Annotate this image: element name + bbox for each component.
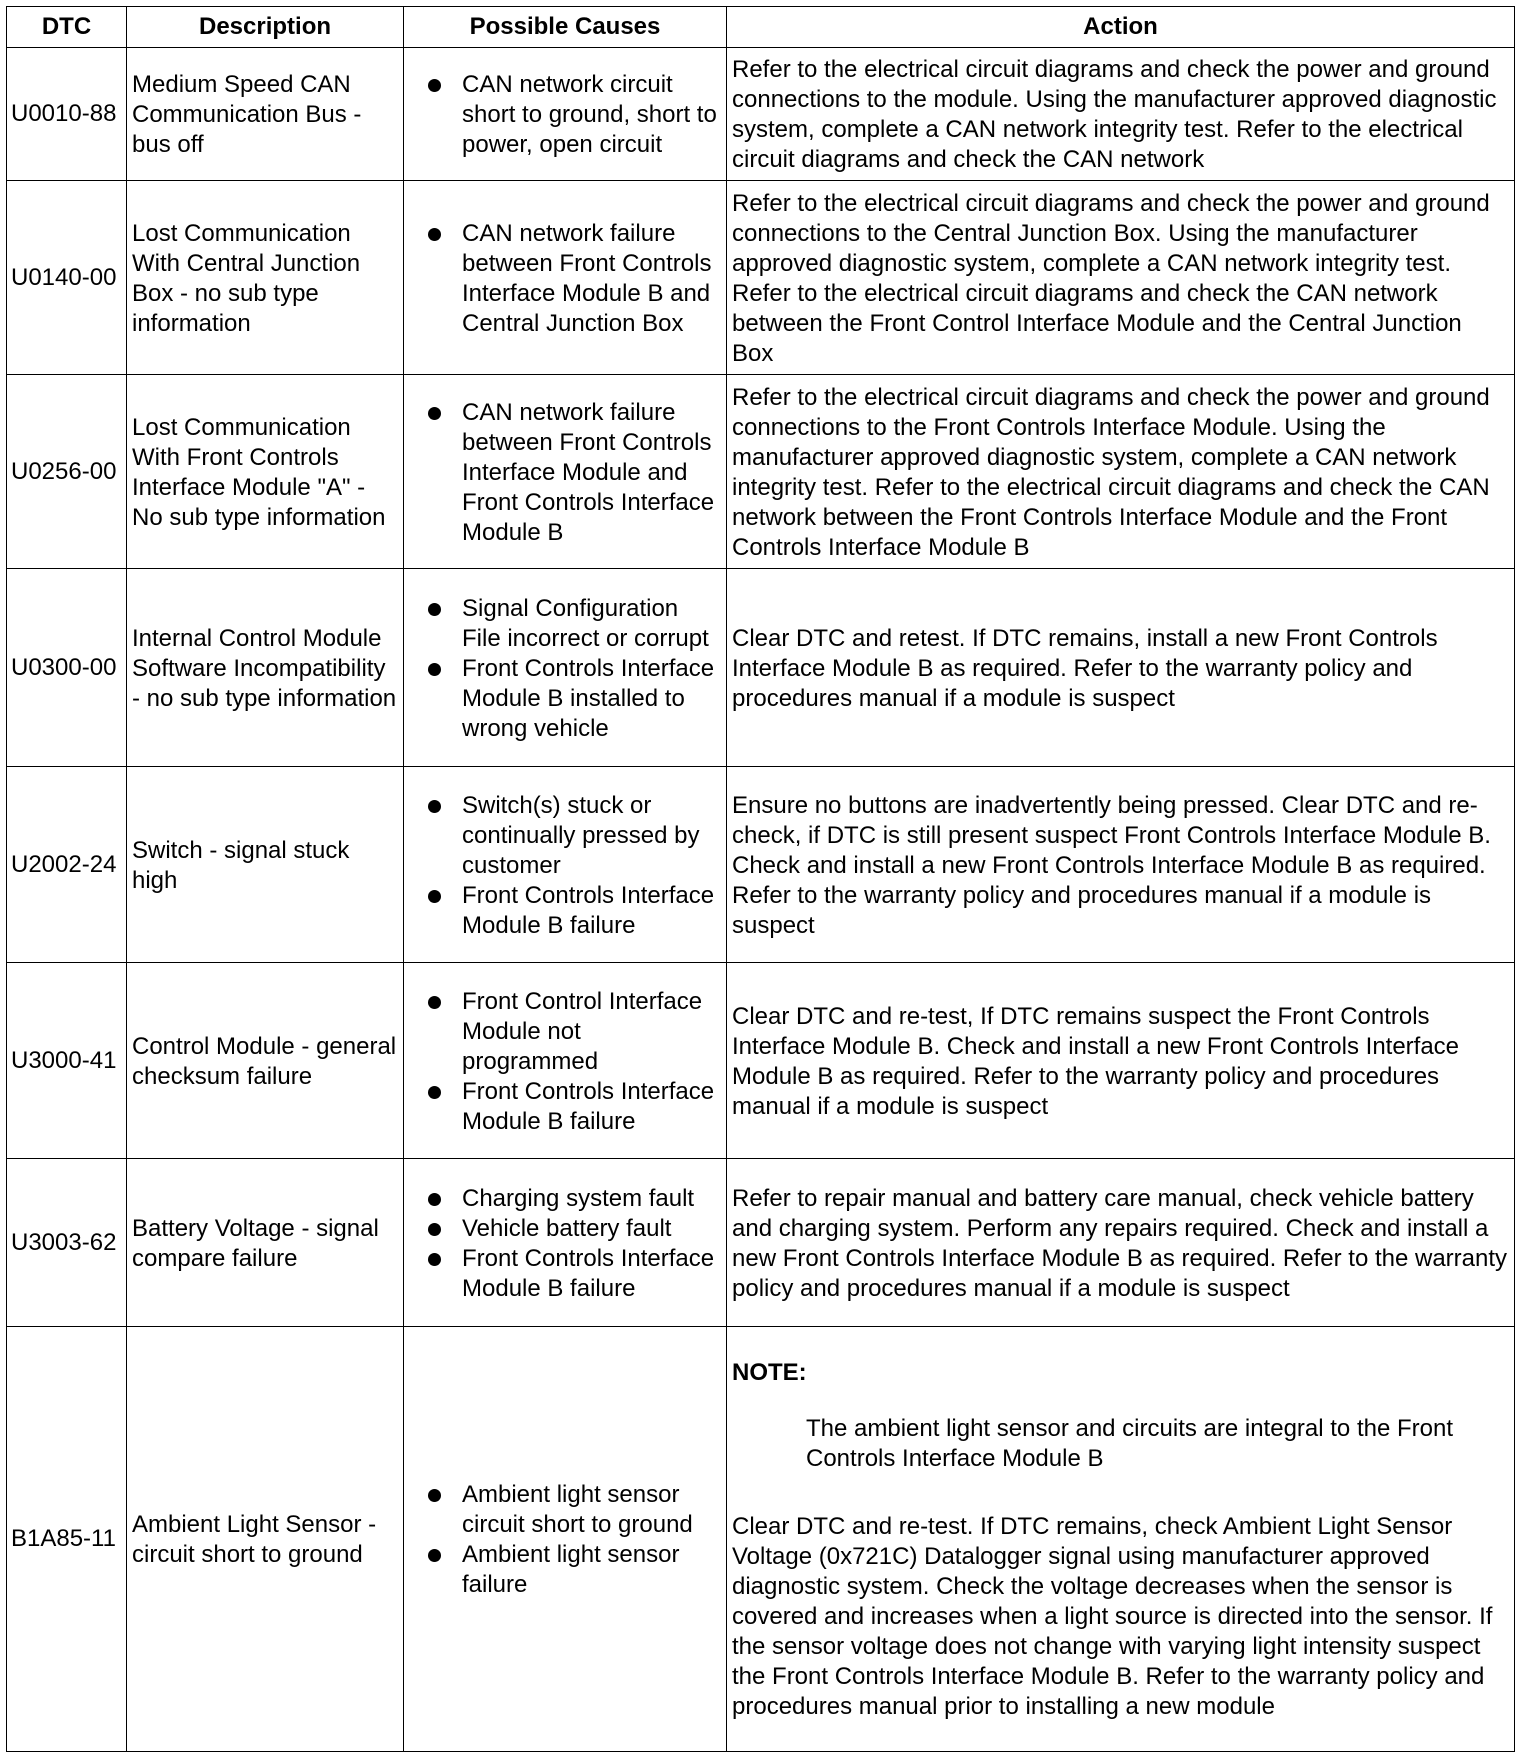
header-possible-causes: Possible Causes — [404, 7, 727, 48]
table-row — [7, 1327, 1515, 1752]
action-text: Clear DTC and retest. If DTC remains, install a new Front Controls Interface Module B as required. Refer to the warranty policy and procedures manual if a module is suspect — [727, 569, 1515, 767]
cause-item: Front Controls Interface Module B installed to wrong vehicle — [424, 654, 722, 744]
dtc-code: U0140-00 — [7, 181, 127, 375]
possible-causes — [404, 963, 727, 1159]
dtc-code: U0010-88 — [7, 48, 127, 181]
note-text: The ambient light sensor and circuits are integral to the Front Controls Interface Module B — [806, 1415, 1453, 1472]
dtc-table — [6, 6, 1515, 1752]
dtc-description: Lost Communication With Front Controls Interface Module "A" - No sub type information — [127, 375, 404, 569]
cause-item: Ambient light sensor circuit short to ground — [424, 1480, 722, 1540]
action-text: Ensure no buttons are inadvertently being pressed. Clear DTC and re-check, if DTC is still present suspect Front Controls Interface Module B. Check and install a new Front Controls Interface Module B as required. Refer to the warranty policy and procedures manual if a module is suspect — [727, 767, 1515, 963]
possible-causes — [404, 767, 727, 963]
possible-causes — [404, 375, 727, 569]
dtc-code: B1A85-11 — [7, 1327, 127, 1752]
cause-item: Ambient light sensor failure — [424, 1540, 722, 1600]
cause-item: Front Controls Interface Module B failure — [424, 1077, 722, 1137]
dtc-code: U0300-00 — [7, 569, 127, 767]
dtc-code: U3003-62 — [7, 1159, 127, 1327]
dtc-description: Battery Voltage - signal compare failure — [127, 1159, 404, 1327]
cause-item: Front Controls Interface Module B failure — [424, 881, 722, 941]
possible-causes — [404, 569, 727, 767]
dtc-code: U3000-41 — [7, 963, 127, 1159]
cause-item: CAN network failure between Front Controls Interface Module and Front Controls Interface Module B — [424, 398, 722, 548]
header-action: Action — [727, 7, 1515, 48]
dtc-description: Internal Control Module Software Incompatibility - no sub type information — [127, 569, 404, 767]
cause-item: Signal Configuration File incorrect or corrupt — [424, 594, 722, 654]
dtc-code: U0256-00 — [7, 375, 127, 569]
cause-item: Front Control Interface Module not programmed — [424, 987, 722, 1077]
possible-causes — [404, 1327, 727, 1752]
possible-causes — [404, 1159, 727, 1327]
table-row — [7, 767, 1515, 963]
dtc-description: Switch - signal stuck high — [127, 767, 404, 963]
dtc-description: Control Module - general checksum failure — [127, 963, 404, 1159]
table-row — [7, 48, 1515, 181]
cause-item: Switch(s) stuck or continually pressed by customer — [424, 791, 722, 881]
cause-item: CAN network failure between Front Controls Interface Module B and Central Junction Box — [424, 219, 722, 339]
action-text: Clear DTC and re-test. If DTC remains, check Ambient Light Sensor Voltage (0x721C) Datalogger signal using manufacturer approved diagnostic system. Check the voltage decreases when the sensor is covered and increases when a light source is directed into the sensor. If the sensor voltage does not change with varying light intensity suspect the Front Controls Interface Module B. Refer to the warranty policy and procedures manual prior to installing a new module — [732, 1513, 1493, 1720]
cause-item: Vehicle battery fault — [424, 1214, 722, 1244]
cause-item: Charging system fault — [424, 1184, 722, 1214]
action-cell — [727, 1327, 1515, 1752]
possible-causes — [404, 181, 727, 375]
dtc-description: Ambient Light Sensor - circuit short to ground — [127, 1327, 404, 1752]
action-text: Refer to the electrical circuit diagrams and check the power and ground connections to the Front Controls Interface Module. Using the manufacturer approved diagnostic system, complete a CAN network integrity test. Refer to the electrical circuit diagrams and check the CAN network between the Front Controls Interface Module and the Front Controls Interface Module B — [727, 375, 1515, 569]
dtc-description: Lost Communication With Central Junction Box - no sub type information — [127, 181, 404, 375]
header-dtc: DTC — [7, 7, 127, 48]
action-text: Refer to repair manual and battery care manual, check vehicle battery and charging system. Perform any repairs required. Check and install a new Front Controls Interface Module B as required. Refer to the warranty policy and procedures manual if a module is suspect — [727, 1159, 1515, 1327]
cause-item: Front Controls Interface Module B failure — [424, 1244, 722, 1304]
action-text: Refer to the electrical circuit diagrams and check the power and ground connections to the Central Junction Box. Using the manufacturer approved diagnostic system, complete a CAN network integrity test. Refer to the electrical circuit diagrams and check the CAN network between the Front Control Interface Module and the Central Junction Box — [727, 181, 1515, 375]
possible-causes — [404, 48, 727, 181]
table-row — [7, 569, 1515, 767]
table-row — [7, 963, 1515, 1159]
note-label: NOTE: — [732, 1359, 807, 1386]
dtc-description: Medium Speed CAN Communication Bus - bus off — [127, 48, 404, 181]
table-row — [7, 181, 1515, 375]
table-row — [7, 375, 1515, 569]
header-description: Description — [127, 7, 404, 48]
table-header-row — [7, 7, 1515, 48]
dtc-code: U2002-24 — [7, 767, 127, 963]
cause-item: CAN network circuit short to ground, short to power, open circuit — [424, 70, 722, 160]
action-text: Refer to the electrical circuit diagrams and check the power and ground connections to the module. Using the manufacturer approved diagnostic system, complete a CAN network integrity test. Refer to the electrical circuit diagrams and check the CAN network — [727, 48, 1515, 181]
action-text: Clear DTC and re-test, If DTC remains suspect the Front Controls Interface Module B. Check and install a new Front Controls Interface Module B as required. Refer to the warranty policy and procedures manual if a module is suspect — [727, 963, 1515, 1159]
table-row — [7, 1159, 1515, 1327]
